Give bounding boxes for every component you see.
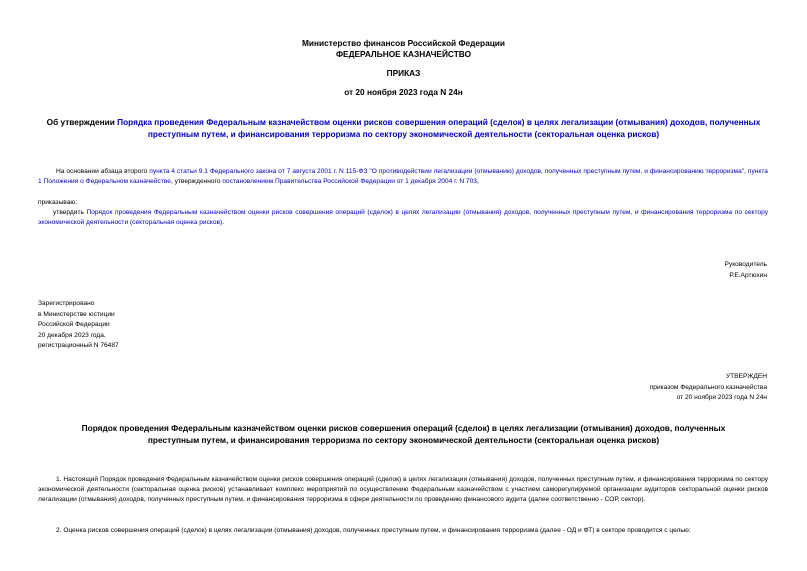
basis-text-4: , xyxy=(476,178,479,185)
basis-text-1: На основании абзаца второго xyxy=(56,168,150,175)
order-title-prefix: Об утверждении xyxy=(46,117,118,127)
paragraph-2 xyxy=(38,526,768,536)
government-decree-703-link[interactable]: постановлением Правительства Российской Федерации от 1 декабря 2004 г. N 703 xyxy=(222,178,477,185)
approve-text-1: утвердить xyxy=(53,209,87,216)
approve-text-2: . xyxy=(222,219,225,226)
registration-line: регистрационный N 76487 xyxy=(38,342,119,349)
document-type: ПРИКАЗ xyxy=(386,68,421,78)
procedure-title: Порядок проведения Федеральным казначейством оценки рисков совершения операций (сделок) в целях легализации (отмывания) доходов, полученных преступным путем, и финансирования терроризма по сектору экономической деятельности (секторальная оценка рисков) xyxy=(81,423,726,445)
approved-order-date: от 20 ноября 2023 года N 24н xyxy=(676,394,767,401)
document-date-number: от 20 ноября 2023 года N 24н xyxy=(344,87,463,97)
ministry-name: Министерство финансов Российской Федерации xyxy=(301,38,506,48)
registration-line: 20 декабря 2023 года, xyxy=(38,332,106,339)
basis-text-3: , утвержденного xyxy=(170,178,223,185)
agency-name: ФЕДЕРАЛЬНОЕ КАЗНАЧЕЙСТВО xyxy=(335,49,472,59)
paragraph-1-text: 1. Настоящий Порядок проведения Федеральным казначейством оценки рисков совершения операций (сделок) в целях легализации (отмывания) доходов, полученных преступным путем, и финансирования терроризма по сектору экономической деятельности (секторальная оценка рисков) устанавливает комплекс мероприятий по осуществлению Федеральным казначейством с участием саморегулируемой организации аудиторов секторальной оценки рисков легализации (отмывания) доходов, полученных преступным путем, и финансирования терроризма в сфере деятельности по проведению финансового аудита (далее соответственно - СОР, сектор). xyxy=(38,476,768,503)
registration-line: Зарегистрировано xyxy=(38,300,95,307)
law-115fz-link[interactable]: пункта 4 статьи 9.1 Федерального закона от 7 августа 2001 г. N 115-ФЗ "О противодействии легализации (отмыванию) доходов, полученных преступным путем, и финансированию терроризма" xyxy=(149,168,745,175)
order-word: приказываю: xyxy=(38,199,78,206)
registration-line: Российской Федерации xyxy=(38,321,110,328)
order-title xyxy=(40,116,767,140)
approved-by-order: приказом Федерального казначейства xyxy=(649,384,767,391)
approve-paragraph xyxy=(38,208,768,228)
order-title-link[interactable]: Порядка проведения Федеральным казначейством оценки рисков совершения операций (сделок) в целях легализации (отмывания) доходов, полученных преступным путем, и финансирования терроризма по сектору экономической деятельности (секторальная оценка рисков) xyxy=(117,117,761,139)
procedure-link[interactable]: Порядок проведения Федеральным казначейством оценки рисков совершения операций (сделок) в целях легализации (отмывания) доходов, полученных преступным путем, и финансирования терроризма по сектору экономической деятельности (секторальная оценка рисков) xyxy=(38,209,768,226)
basis-text-2: , xyxy=(744,168,748,175)
registration-line: в Министерстве юстиции xyxy=(38,311,115,318)
paragraph-1 xyxy=(38,475,768,505)
approved-stamp-word: УТВЕРЖДЕН xyxy=(725,373,767,380)
paragraph-2-text: 2. Оценка рисков совершения операций (сделок) в целях легализации (отмывания) доходов, полученных преступным путем, и финансирования терроризма (далее - ОД и ФТ) в секторе проводится с целью: xyxy=(56,527,691,534)
signature-role: Руководитель xyxy=(724,261,767,268)
treasury-regulation-link[interactable]: пункта 1 Положения о Федеральном казначействе xyxy=(38,168,768,185)
signature-name: Р.Е.Артюхин xyxy=(729,272,767,279)
basis-paragraph xyxy=(38,167,768,187)
